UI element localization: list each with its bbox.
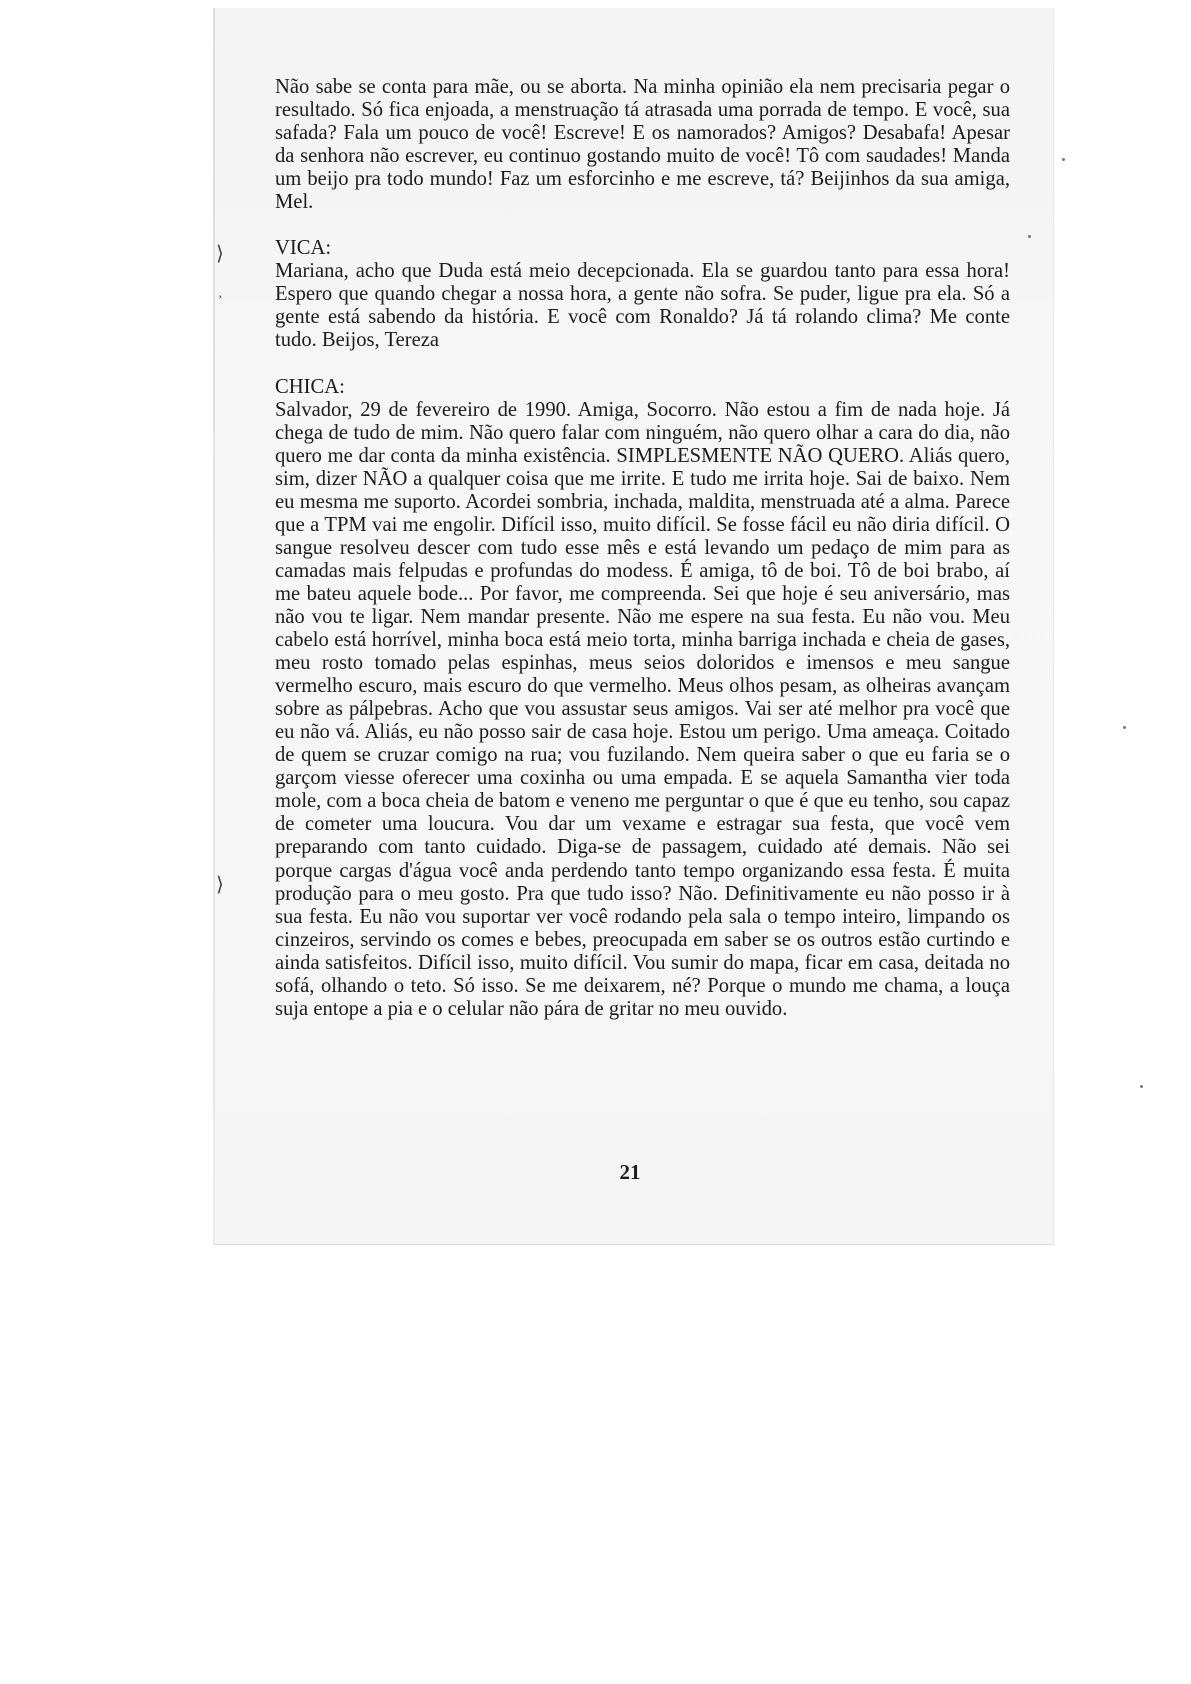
document-body xyxy=(275,76,1010,1021)
page-number: 21 xyxy=(619,1160,641,1184)
speaker-heading: CHICA: xyxy=(275,375,345,398)
letter-paragraph: Mariana, acho que Duda está meio decepcionada. Ela se guardou tanto para essa hora! Espero que quando chegar a nossa hora, a gente não sofra. Se puder, ligue pra ela. Só a gente está sabendo da história. E você com Ronaldo? Já tá rolando clima? Me conte tudo. Beijos, Tereza xyxy=(275,260,1010,352)
speck xyxy=(1028,235,1031,238)
letter-paragraph: Não sabe se conta para mãe, ou se aborta. Na minha opinião ela nem precisaria pegar o resultado. Só fica enjoada, a menstruação tá atrasada uma porrada de tempo. E você, sua safada? Fala um pouco de você! Escreve! E os namorados? Amigos? Desabafa! Apesar da senhora não escrever, eu continuo gostando muito de você! Tô com saudades! Manda um beijo pra todo mundo! Faz um esforcinho e me escreve, tá? Beijinhos da sua amiga, Mel. xyxy=(275,76,1010,214)
speck xyxy=(1140,1085,1143,1088)
speck xyxy=(1123,726,1126,729)
speaker-heading: VICA: xyxy=(275,237,332,260)
page-edge xyxy=(213,8,215,1244)
margin-mark: ⟩ xyxy=(216,874,224,896)
letter-paragraph: Salvador, 29 de fevereiro de 1990. Amiga, Socorro. Não estou a fim de nada hoje. Já chega de tudo de mim. Não quero falar com ninguém, não quero olhar a cara do dia, não quero me dar conta da minha existência. SIMPLESMENTE NÃO QUERO. Aliás quero, sim, dizer NÃO a qualquer coisa que me irrite. E tudo me irrita hoje. Sai de baixo. Nem eu mesma me suporto. Acordei sombria, inchada, maldita, menstruada até a alma. Parece que a TPM vai me engolir. Difícil isso, muito difícil. Se fosse fácil eu não diria difícil. O sangue resolveu descer com tudo esse mês e está levando um pedaço de mim para as camadas mais felpudas e profundas do modess. É amiga, tô de boi. Tô de boi brabo, aí me bateu aquele bode... Por favor, me compreenda. Sei que hoje é seu aniversário, mas não vou te ligar. Nem mandar presente. Não me espere na sua festa. Eu não vou. Meu cabelo está horrível, minha boca está meio torta, minha barriga inchada e cheia de gases, meu rosto tomado pelas espinhas, meus seios doloridos e imensos e meu sangue vermelho escuro, mais escuro do que vermelho. Meus olhos pesam, as olheiras avançam sobre as pálpebras. Acho que vou assustar seus amigos. Vai ser até melhor pra você que eu não vá. Aliás, eu não posso sair de casa hoje. Estou um perigo. Uma ameaça. Coitado de quem se cruzar comigo na rua; vou fuzilando. Nem queira saber o que eu faria se o garçom viesse oferecer uma coxinha ou uma empada. E se aquela Samantha vier toda mole, com a boca cheia de batom e veneno me perguntar o que é que eu tenho, sou capaz de cometer uma loucura. Vou dar um vexame e estragar sua festa, que você vem preparando com tanto cuidado. Diga-se de passagem, cuidado até demais. Não sei porque cargas d'água você anda perdendo tanto tempo organizando essa festa. É muita produção para o meu gosto. Pra que tudo isso? Não. Definitivamente eu não posso ir à sua festa. Eu não vou suportar ver você rodando pela sala o tempo inteiro, limpando os cinzeiros, servindo os comes e bebes, preocupada em saber se os outros estão curtindo e ainda satisfeitos. Difícil isso, muito difícil. Vou sumir do mapa, ficar em casa, deitada no sofá, olhando o teto. Só isso. Se me deixarem, né? Porque o mundo me chama, a louça suja entope a pia e o celular não pára de gritar no meu ouvido. xyxy=(275,398,1010,1020)
margin-mark: ’ xyxy=(218,292,223,307)
speck xyxy=(1062,158,1065,161)
margin-mark: ⟩ xyxy=(216,243,224,265)
